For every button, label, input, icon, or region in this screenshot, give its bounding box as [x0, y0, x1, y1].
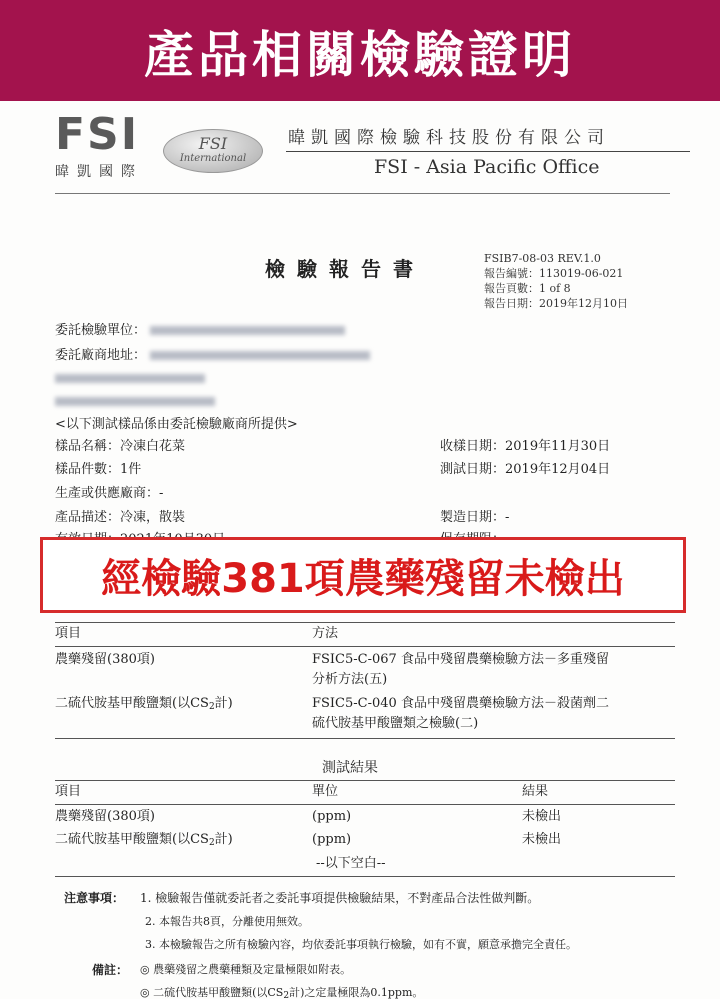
oval-line1: FSI — [198, 134, 228, 153]
methods-header-method: 方法 — [312, 626, 339, 641]
client-unit-label: 委託檢驗單位： — [55, 323, 147, 338]
remark-item: ◎ 二硫代胺基甲酸鹽類(以$CS_2$計)之定量極限為0.1ppm。 — [140, 986, 424, 1001]
method-row-line1: FSIC5-C-040 食品中殘留農藥檢驗方法－殺菌劑二 — [312, 696, 609, 711]
report-number: 報告編號：113019-06-021 — [484, 267, 624, 280]
company-name-en: FSI - Asia Pacific Office — [374, 156, 600, 178]
sample-name: 樣品名稱：冷凍白花菜 — [55, 439, 186, 454]
redacted-client-address — [150, 351, 370, 360]
header-divider — [55, 193, 670, 194]
logo-subtitle: 暐凱國際 — [55, 164, 143, 180]
redacted-phone — [55, 394, 215, 409]
highlight-box — [40, 537, 686, 613]
logo-text: FSI — [55, 109, 140, 160]
result-row-item: 農藥殘留(380項) — [55, 809, 155, 824]
client-unit — [55, 319, 345, 338]
results-header-item: 項目 — [55, 784, 82, 799]
results-header-unit: 單位 — [312, 784, 339, 799]
form-code: FSIB7-08-03 REV.1.0 — [484, 252, 601, 265]
note-item: 2. 本報告共8頁，分離使用無效。 — [145, 915, 309, 928]
method-row-line2: 硫代胺基甲酸鹽類之檢驗(二) — [312, 716, 479, 731]
results-top-rule — [55, 780, 675, 781]
sample-count: 樣品件數：1件 — [55, 462, 142, 477]
result-row-unit: (ppm) — [312, 809, 352, 824]
remark-item: ◎ 農藥殘留之農藥種類及定量極限如附表。 — [140, 963, 352, 976]
method-row-item: 二硫代胺基甲酸鹽類(以$CS_2$計) — [55, 696, 233, 712]
result-row-unit: (ppm) — [312, 832, 352, 847]
methods-header-item: 項目 — [55, 626, 82, 641]
results-header-result: 結果 — [522, 784, 549, 799]
note-item: 3. 本檢驗報告之所有檢驗內容，均依委託事項執行檢驗，如有不實，願意承擔完全責任。 — [145, 938, 577, 951]
results-bottom-rule — [55, 876, 675, 877]
title-banner — [0, 0, 720, 101]
client-address-label: 委託廠商地址： — [55, 348, 147, 363]
methods-bottom-rule — [55, 738, 675, 739]
international-oval-logo — [163, 129, 263, 173]
client-address — [55, 344, 370, 363]
banner-title: 產品相關檢驗證明 — [144, 25, 576, 84]
product-description: 產品描述：冷凍，散裝 — [55, 510, 186, 525]
method-row-line2: 分析方法(五) — [312, 672, 388, 687]
report-meta — [484, 251, 628, 311]
redacted-client-unit — [150, 326, 345, 335]
methods-top-rule — [55, 622, 675, 623]
result-row-result: 未檢出 — [522, 809, 562, 824]
company-divider — [286, 151, 690, 152]
method-row-line1: FSIC5-C-067 食品中殘留農藥檢驗方法－多重殘留 — [312, 652, 609, 667]
report-date: 報告日期：2019年12月10日 — [484, 297, 628, 310]
report-title: 檢驗報告書 — [265, 257, 425, 281]
producer: 生產或供應廠商：- — [55, 486, 164, 501]
note-item: 1. 檢驗報告僅就委託者之委託事項提供檢驗結果，不對產品合法性做判斷。 — [140, 891, 540, 905]
redacted-contact — [55, 371, 205, 386]
fsi-logo — [55, 109, 143, 181]
provided-note: <以下測試樣品係由委託檢驗廠商所提供> — [55, 417, 298, 432]
manufacture-date: 製造日期：- — [440, 510, 510, 525]
result-row-result: 未檢出 — [522, 832, 562, 847]
methods-header-rule — [55, 646, 675, 647]
remarks-label: 備註： — [92, 963, 129, 977]
test-date: 測試日期：2019年12月04日 — [440, 462, 611, 477]
highlight-text: 經檢驗381項農藥殘留未檢出 — [101, 555, 625, 602]
report-document — [0, 101, 720, 999]
page-count: 報告頁數：1 of 8 — [484, 282, 571, 295]
results-end-note: --以下空白-- — [316, 856, 386, 871]
results-title: 測試結果 — [322, 760, 378, 776]
oval-line2: International — [179, 153, 247, 164]
received-date: 收樣日期：2019年11月30日 — [440, 439, 611, 454]
notes-label: 注意事項： — [64, 891, 125, 905]
result-row-item: 二硫代胺基甲酸鹽類(以$CS_2$計) — [55, 832, 233, 848]
results-header-rule — [55, 804, 675, 805]
company-name-zh: 暐凱國際檢驗科技股份有限公司 — [288, 128, 610, 148]
method-row-item: 農藥殘留(380項) — [55, 652, 155, 667]
